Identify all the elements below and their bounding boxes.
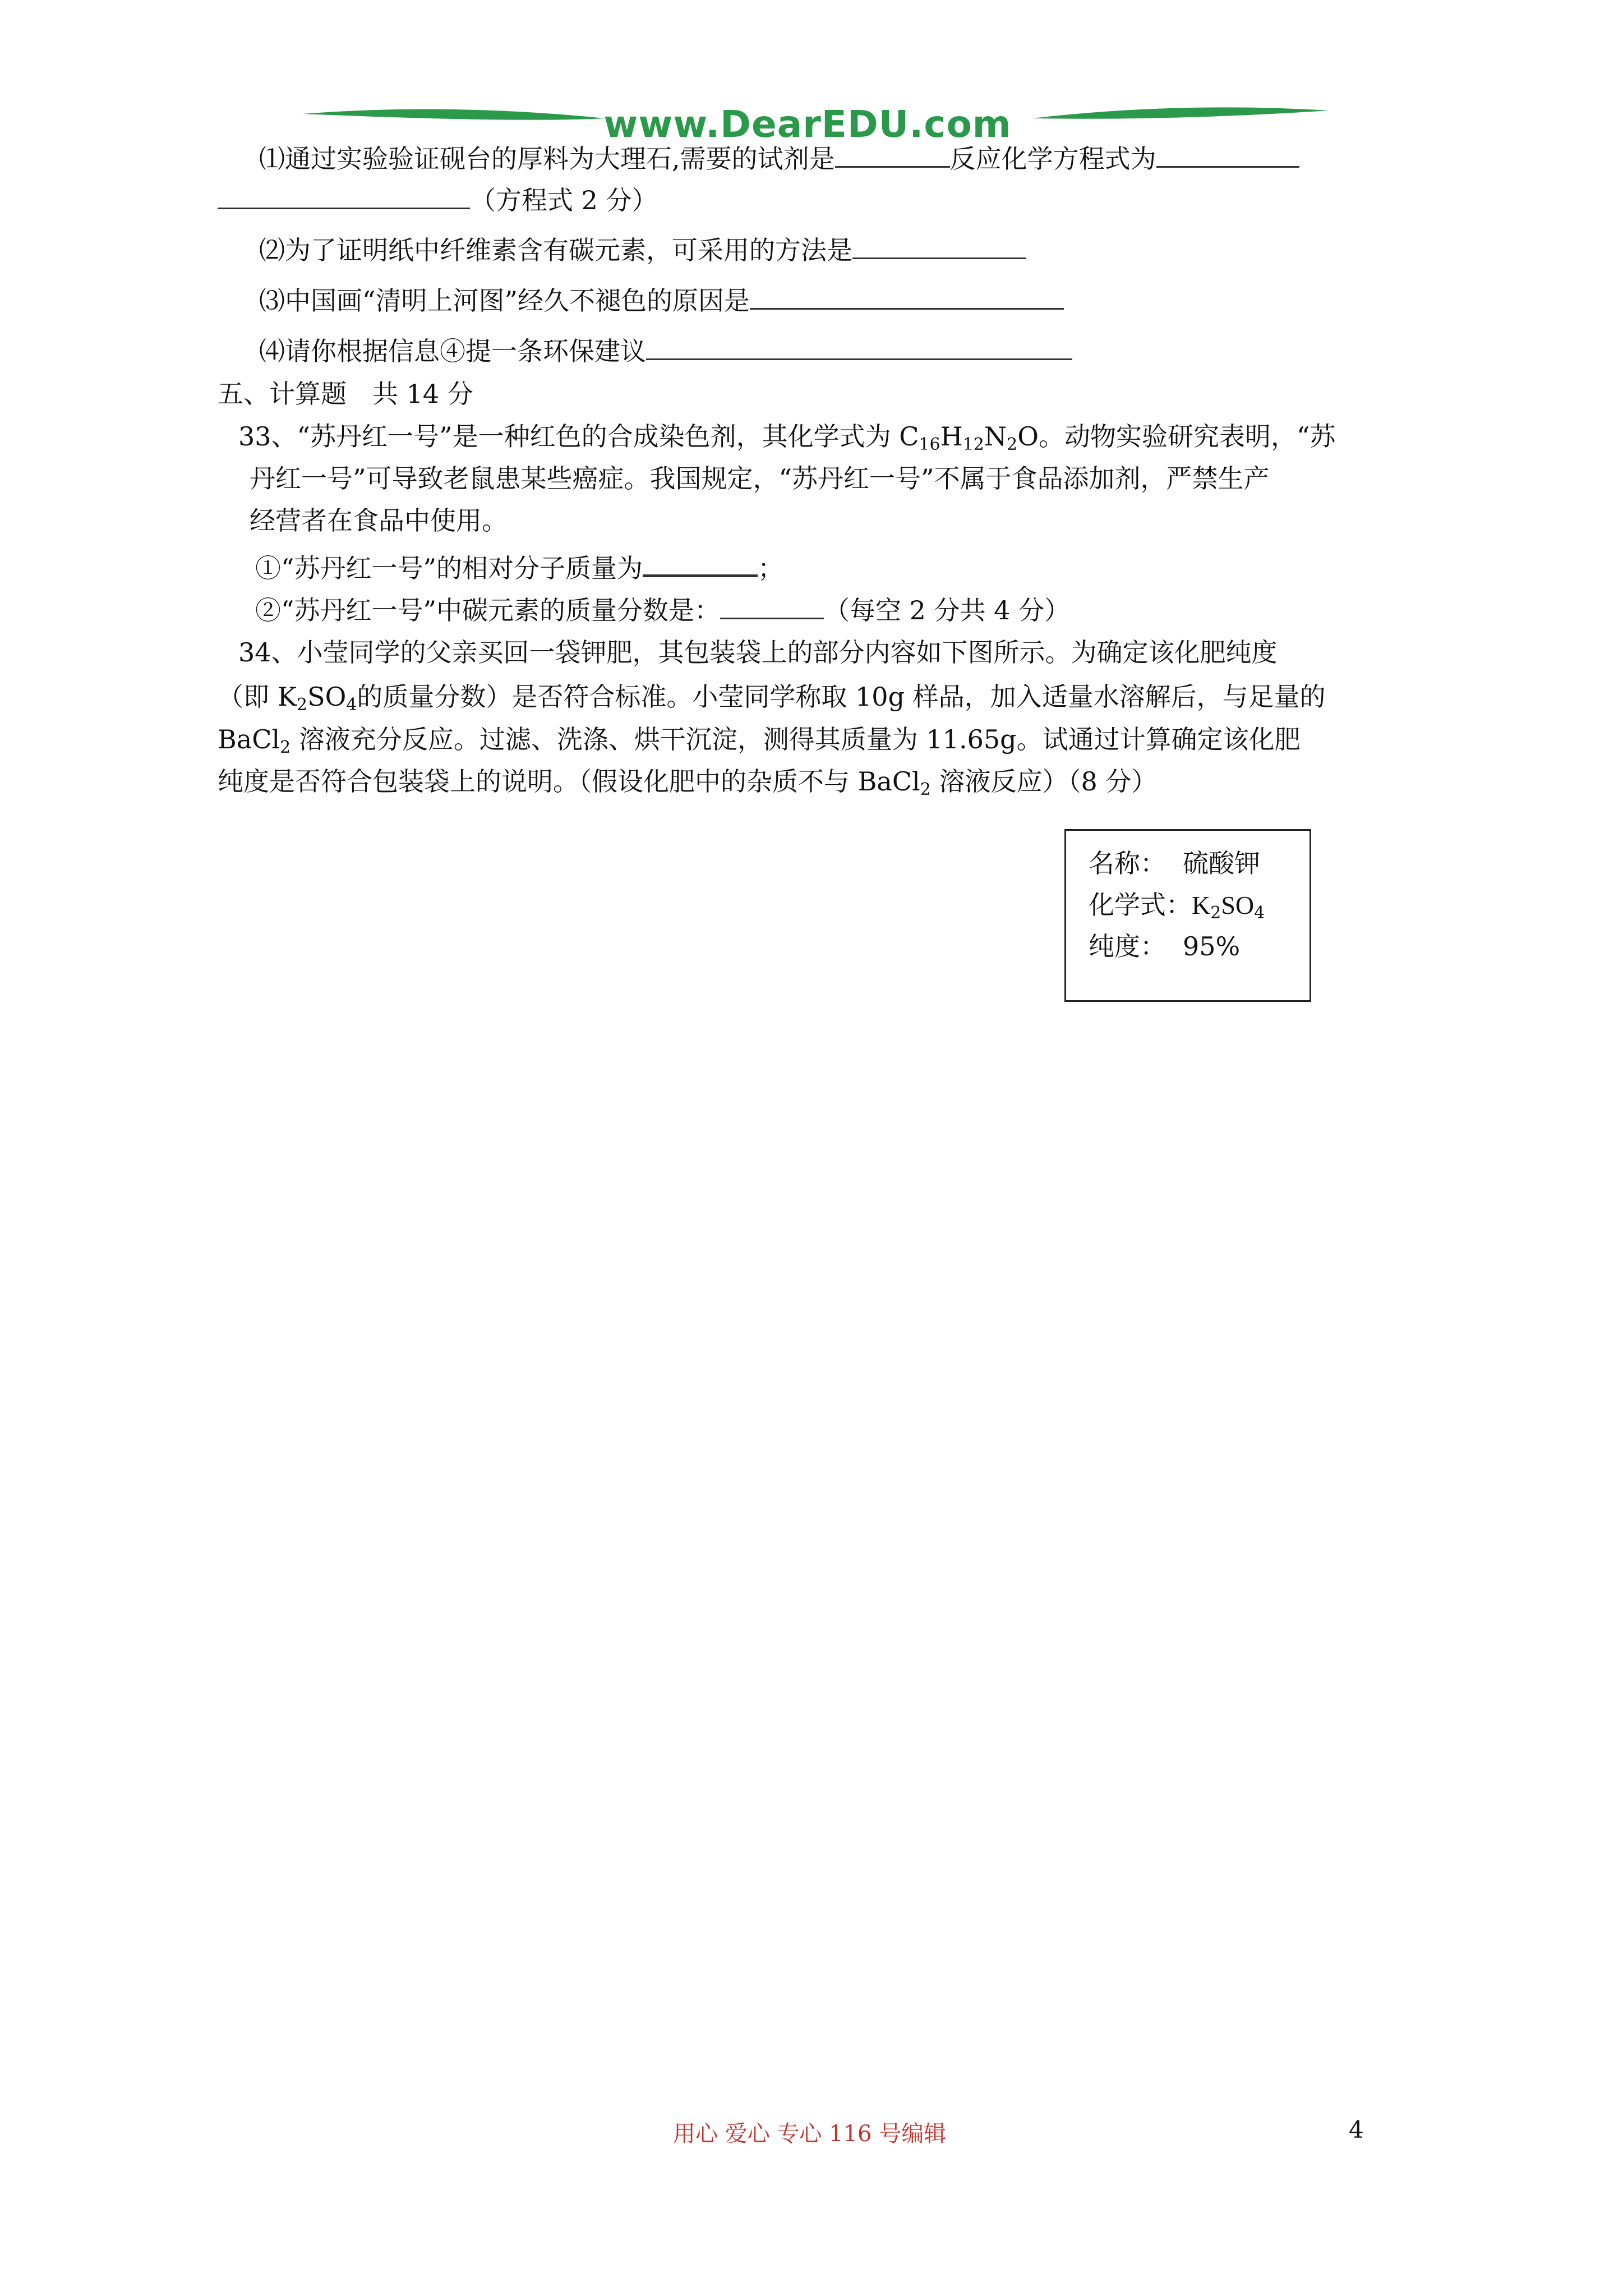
section-title: 五、计算题 共 14 分 <box>218 379 473 409</box>
formula-element: K <box>1192 891 1211 919</box>
subscript: 12 <box>962 435 984 454</box>
question-34-line3 <box>218 723 1301 756</box>
label-name-value: 硫酸钾 <box>1183 848 1260 878</box>
formula-element: H <box>940 421 963 452</box>
question-sub4 <box>259 334 1072 368</box>
question-33-line1 <box>238 420 1335 453</box>
question-sub1-prefix: ⑴通过实验验证砚台的厚料为大理石,需要的试剂是 <box>259 144 835 174</box>
answer-blank-equation-part2[interactable] <box>218 183 470 209</box>
question-34-line1: 34、小莹同学的父亲买回一袋钾肥，其包装袋上的部分内容如下图所示。为确定该化肥纯度 <box>238 637 1278 668</box>
subscript: 2 <box>1007 435 1018 454</box>
question-33-item2-text: ②“苏丹红一号”中碳元素的质量分数是： <box>255 595 721 625</box>
subscript: 2 <box>1210 903 1221 923</box>
question-33-line3: 经营者在食品中使用。 <box>250 505 508 536</box>
question-34-text: 纯度是否符合包装袋上的说明。（假设化肥中的杂质不与 BaCl <box>218 766 920 797</box>
question-33-item2-end: （每空 2 分共 4 分） <box>824 595 1071 625</box>
formula-element: N <box>984 421 1007 452</box>
question-sub4-text: ⑷请你根据信息④提一条环保建议 <box>259 336 646 366</box>
logo-text: www.DearEDU.com <box>603 103 1012 146</box>
label-name-row <box>1089 843 1260 880</box>
label-purity-value: 95% <box>1183 931 1241 961</box>
question-sub2 <box>259 233 1026 267</box>
punctuation: ； <box>758 553 784 583</box>
question-sub1-line1 <box>259 141 1299 176</box>
question-34-line4 <box>218 765 1157 798</box>
question-sub3-text: ⑶中国画“清明上河图”经久不褪色的原因是 <box>259 286 750 316</box>
question-33-item1 <box>255 550 783 585</box>
page-number: 4 <box>1349 2116 1364 2143</box>
label-purity-row <box>1089 926 1240 963</box>
question-sub1-suffix: （方程式 2 分） <box>470 185 658 215</box>
question-34-line2 <box>218 680 1326 714</box>
answer-blank-reason[interactable] <box>750 283 1064 310</box>
label-formula-key: 化学式： <box>1089 890 1192 920</box>
answer-blank-suggestion[interactable] <box>646 334 1072 360</box>
answer-blank-reagent[interactable] <box>835 141 950 168</box>
subscript: 2 <box>920 780 931 799</box>
answer-blank-molecular-mass[interactable] <box>643 550 758 577</box>
question-sub2-text: ⑵为了证明纸中纤维素含有碳元素，可采用的方法是 <box>259 235 852 265</box>
question-33-item2 <box>255 593 1070 627</box>
subscript: 4 <box>346 695 357 715</box>
question-34-text: 溶液充分反应。过滤、洗涤、烘干沉淀，测得其质量为 11.65g。试通过计算确定该化肥 <box>291 724 1301 754</box>
footer-text: 用心 爱心 专心 116 号编辑 <box>673 2121 947 2147</box>
question-33-line2: 丹红一号”可导致老鼠患某些癌症。我国规定，“苏丹红一号”不属于食品添加剂，严禁生产 <box>250 463 1270 494</box>
subscript: 16 <box>919 435 940 454</box>
answer-blank-carbon-fraction[interactable] <box>720 593 824 619</box>
question-34-text: （即 K <box>218 682 297 712</box>
answer-blank-method[interactable] <box>852 233 1026 259</box>
subscript: 4 <box>1254 903 1265 923</box>
answer-blank-equation-part1[interactable] <box>1156 141 1299 168</box>
question-33-text: 33、“苏丹红一号”是一种红色的合成染色剂，其化学式为 C <box>238 421 919 452</box>
question-33-item1-text: ①“苏丹红一号”的相对分子质量为 <box>255 553 643 583</box>
subscript: 2 <box>297 695 308 715</box>
label-formula-row <box>1089 885 1265 922</box>
formula-element: SO <box>307 682 347 712</box>
question-sub1-mid: 反应化学方程式为 <box>949 144 1156 174</box>
label-purity-key: 纯度： <box>1089 931 1166 961</box>
formula-element: SO <box>1221 891 1255 919</box>
question-34-text: 的质量分数）是否符合标准。小莹同学称取 10g 样品，加入适量水溶解后，与足量的 <box>357 682 1326 712</box>
label-name-key: 名称： <box>1089 848 1166 878</box>
question-33-text: O。动物实验研究表明，“苏 <box>1017 421 1336 452</box>
subscript: 2 <box>280 738 291 757</box>
question-sub3 <box>259 283 1064 318</box>
formula-element: BaCl <box>218 724 280 754</box>
product-label-box <box>1064 829 1311 1002</box>
question-sub1-line2 <box>218 183 658 217</box>
question-34-text: 溶液反应）（8 分） <box>930 766 1158 797</box>
